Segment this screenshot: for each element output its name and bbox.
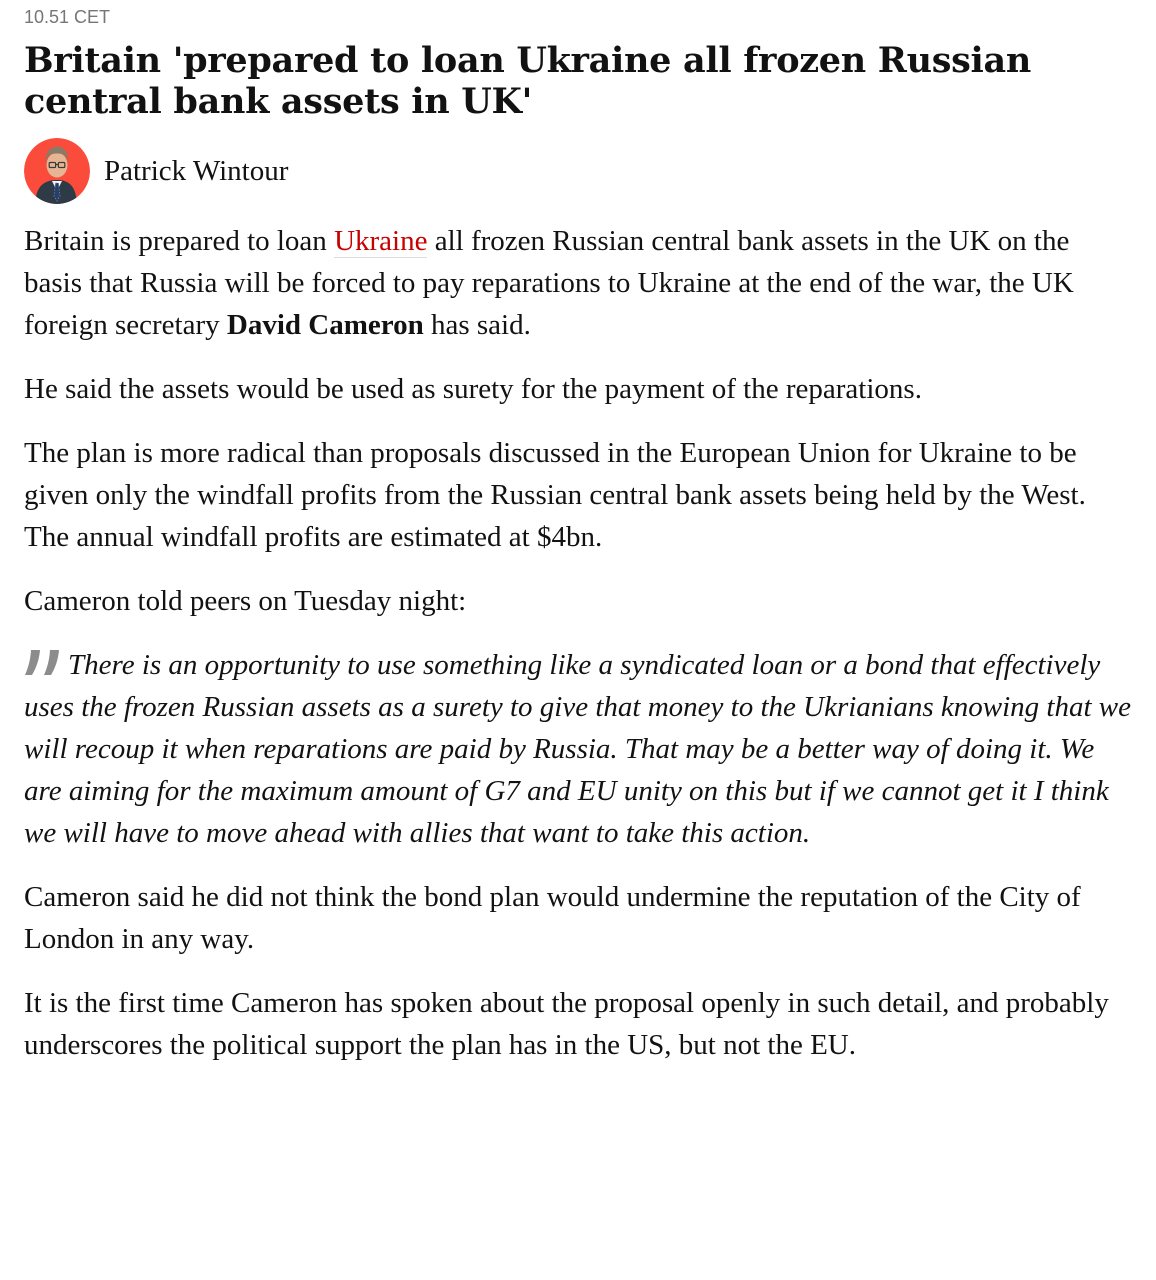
quote-text: There is an opportunity to use something like a syndicated loan or a bond that effectively uses the frozen Russian assets as a surety to give that money to the Ukrianians knowing that we will recoup it when reparations are paid by Russia. That may be a better way of doing it. We are aiming for the maximum amount of G7 and EU unity on this but if we cannot get it I think we will have to move ahead with allies that want to take this action. xyxy=(24,649,1131,849)
paragraph-1-text-mid: all frozen Russian central bank assets in the UK on the basis that Russia will be forced to pay reparations to Ukraine at the end of the war, the UK foreign secretary xyxy=(24,225,1074,341)
david-cameron-bold-text: David Cameron xyxy=(226,309,424,341)
author-meta-row xyxy=(24,138,1132,204)
paragraph-6: It is the first time Cameron has spoken about the proposal openly in such detail, and probably underscores the political support the plan has in the US, but not the EU. xyxy=(24,987,1109,1061)
paragraph-5: Cameron said he did not think the bond plan would undermine the reputation of the City of London in any way. xyxy=(24,881,1081,955)
author-avatar[interactable] xyxy=(24,138,90,204)
paragraph-2: He said the assets would be used as surety for the payment of the reparations. xyxy=(24,373,922,405)
blockquote xyxy=(24,644,1132,854)
post-timestamp[interactable]: 10.51 CET xyxy=(24,7,111,27)
paragraph-4: Cameron told peers on Tuesday night: xyxy=(24,585,467,617)
paragraph-3: The plan is more radical than proposals discussed in the European Union for Ukraine to be given only the windfall profits from the Russian central bank assets being held by the West. The annual windfall profits are estimated at $4bn. xyxy=(24,437,1086,553)
paragraph-1-text: Britain is prepared to loan xyxy=(24,225,335,257)
author-portrait-image xyxy=(24,138,90,204)
author-name-link[interactable]: Patrick Wintour xyxy=(104,155,289,187)
post-headline: Britain 'prepared to loan Ukraine all frozen Russian central bank assets in UK' xyxy=(24,40,1032,122)
quote-icon xyxy=(24,645,60,670)
paragraph-1-text-end: has said. xyxy=(423,309,531,341)
paragraph-1 xyxy=(24,220,1132,346)
ukraine-link[interactable]: Ukraine xyxy=(334,225,428,257)
post-body xyxy=(24,220,1132,1066)
